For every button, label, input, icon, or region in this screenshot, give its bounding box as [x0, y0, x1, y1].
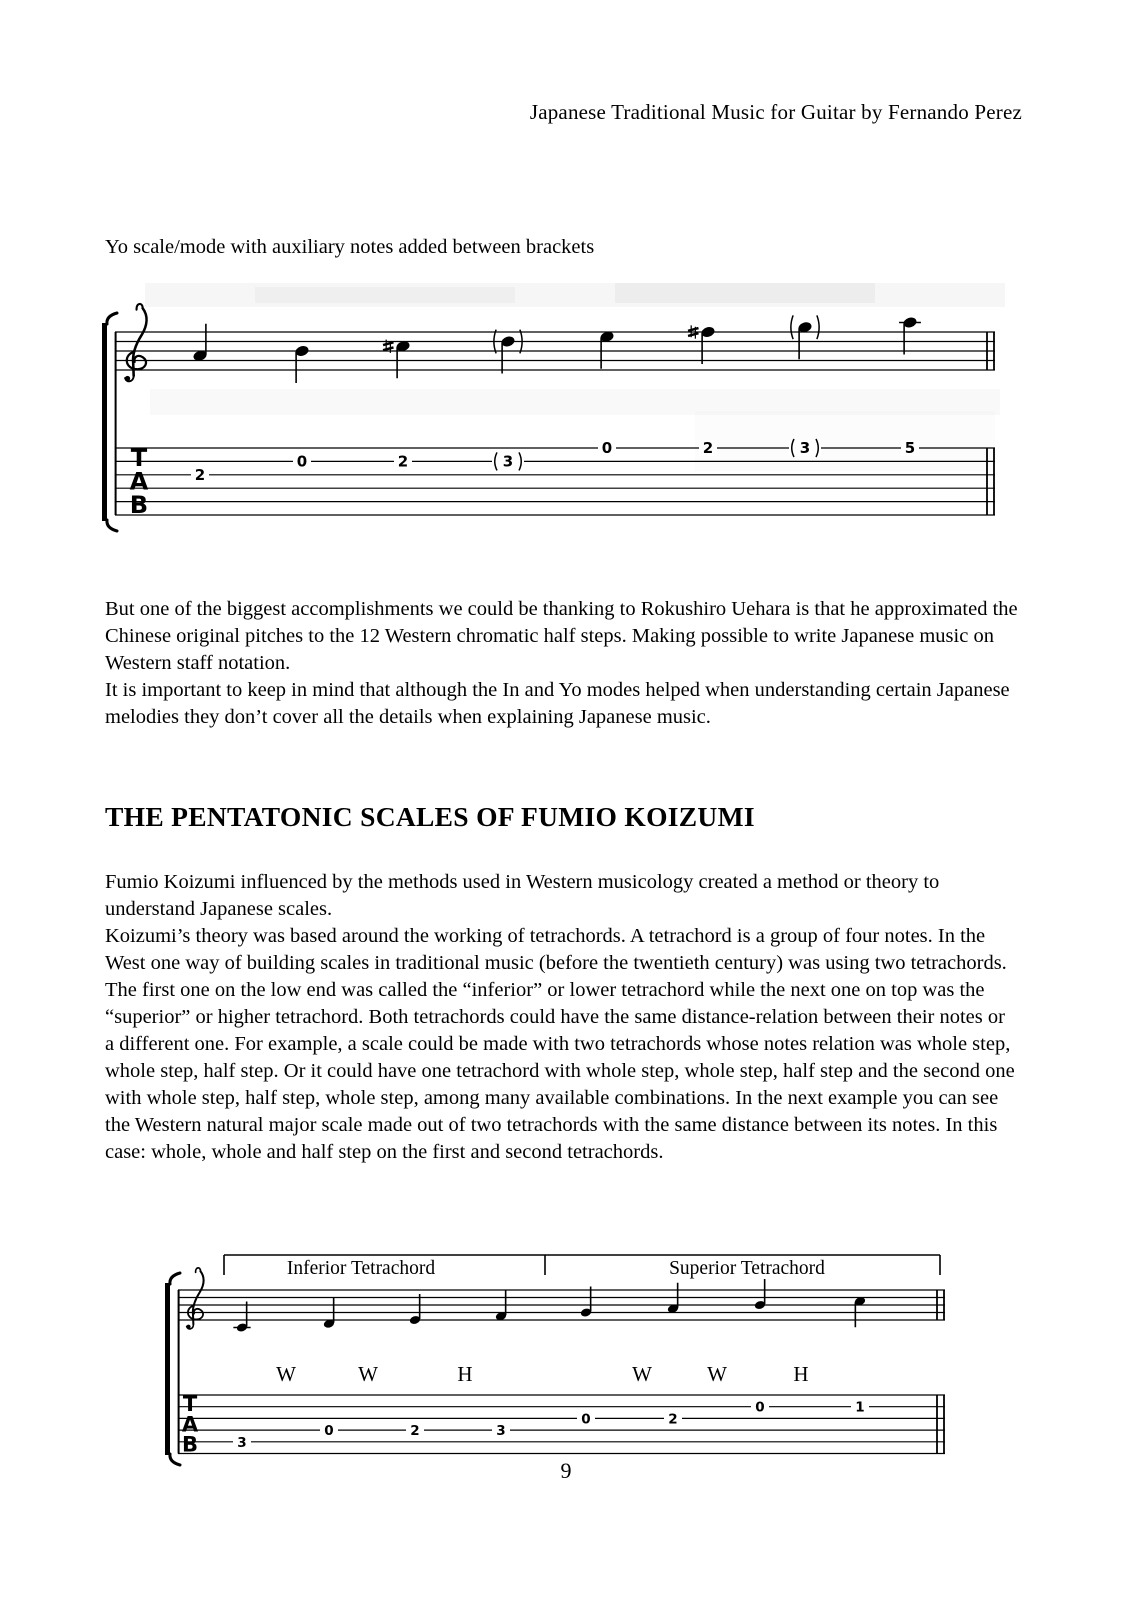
note — [233, 1302, 250, 1333]
tab-fret-number — [751, 1399, 769, 1416]
svg-text:2: 2 — [668, 1411, 678, 1428]
note — [854, 1296, 866, 1327]
svg-text:0: 0 — [581, 1411, 591, 1428]
staff-lines — [115, 332, 995, 370]
tab-fret-number — [293, 452, 311, 470]
svg-text:B: B — [129, 490, 149, 519]
note — [688, 325, 716, 364]
tab-fret-number — [233, 1434, 251, 1451]
tab-fret-number — [191, 466, 209, 484]
tab-fret-number — [492, 452, 524, 470]
whole-half-step-labels — [276, 1362, 809, 1386]
tab-fret-number — [789, 439, 821, 457]
note — [791, 315, 819, 359]
staff-lines — [178, 1290, 945, 1320]
tab-fret-number — [406, 1422, 424, 1439]
svg-text:H: H — [457, 1362, 473, 1386]
svg-text:3: 3 — [237, 1434, 247, 1451]
svg-text:2: 2 — [397, 452, 409, 471]
section-heading: THE PENTATONIC SCALES OF FUMIO KOIZUMI — [105, 801, 755, 832]
scan-noise — [255, 287, 515, 303]
svg-text:A: A — [181, 1411, 199, 1437]
scan-noise — [615, 283, 875, 303]
svg-text:Superior Tetrachord: Superior Tetrachord — [669, 1258, 825, 1279]
svg-text:T: T — [182, 1390, 198, 1416]
music-example-yo-scale — [95, 283, 1005, 535]
paragraph: Fumio Koizumi influenced by the methods used in Western musicology created a method or theory to understand Japanese scales. — [105, 871, 940, 920]
tab-fret-number — [901, 439, 919, 457]
svg-text:3: 3 — [496, 1423, 506, 1440]
svg-text:0: 0 — [755, 1399, 765, 1416]
note — [580, 1287, 592, 1318]
body-text-block — [105, 596, 1019, 731]
tab-fret-number — [320, 1422, 338, 1439]
svg-text:B: B — [181, 1431, 199, 1457]
tab-fret-number — [664, 1410, 682, 1427]
svg-text:W: W — [358, 1362, 378, 1386]
note — [294, 344, 310, 383]
tab-clef-letters — [130, 444, 149, 519]
body-text-block — [105, 869, 1019, 1166]
tab-fret-number — [851, 1399, 869, 1416]
note — [899, 316, 921, 355]
svg-text:W: W — [707, 1362, 727, 1386]
note — [383, 340, 411, 379]
svg-text:Inferior Tetrachord: Inferior Tetrachord — [286, 1258, 436, 1279]
svg-text:T: T — [130, 444, 148, 473]
svg-text:3: 3 — [502, 452, 514, 471]
tab-clef-letters — [182, 1391, 199, 1457]
tab-fret-number — [577, 1410, 595, 1427]
tab-fret-number — [492, 1422, 510, 1439]
tab-fret-number — [598, 439, 616, 457]
svg-text:W: W — [632, 1362, 652, 1386]
music-example-major-scale-tetrachords — [160, 1232, 960, 1472]
paragraph: But one of the biggest accomplishments we could be thanking to Rokushiro Uehara is that he approximated the Chinese original pitches to the 12 Western chromatic half steps. Making possible to write Japanese music on Western staff notation. — [105, 598, 1018, 674]
tetrachord-brackets — [224, 1255, 940, 1279]
note — [495, 1290, 507, 1321]
svg-text:H: H — [793, 1362, 809, 1386]
running-header: Japanese Traditional Music for Guitar by Fernando Perez — [529, 100, 1022, 124]
scan-noise — [695, 411, 995, 471]
svg-text:2: 2 — [410, 1423, 420, 1440]
svg-text:0: 0 — [324, 1423, 334, 1440]
note — [754, 1279, 766, 1310]
paragraph: It is important to keep in mind that although the In and Yo modes helped when understanding certain Japanese melodies they don’t cover all the details when explaining Japanese music. — [105, 679, 1010, 728]
svg-text:A: A — [129, 467, 149, 496]
note — [667, 1283, 679, 1314]
svg-text:2: 2 — [702, 439, 714, 457]
svg-text:1: 1 — [855, 1399, 865, 1416]
tab-staff-lines — [178, 1395, 945, 1454]
tab-fret-number — [394, 452, 412, 470]
paragraph: Koizumi’s theory was based around the working of tetrachords. A tetrachord is a group of four notes. In the West one way of building scales in traditional music (before the twentieth century) was using two tetrachords. The first one on the low end was called the “inferior” or lower tetrachord while the next one on top was the “superior” or higher tetrachord. Both tetrachords could have the same distance-relation between their notes or a different one. For example, a scale could be made with two tetrachords whose notes relation was whole step, whole step, half step. Or it could have one tetrachord with whole step, whole step, half step and the second one with whole step, half step, whole step, among many available combinations. In the next example you can see the Western natural major scale made out of two tetrachords with the same distance between its notes. In this case: whole, whole and half step on the first and second tetrachords. — [105, 925, 1015, 1163]
note — [599, 330, 615, 369]
svg-text:2: 2 — [194, 465, 206, 484]
example-caption: Yo scale/mode with auxiliary notes added between brackets — [105, 236, 595, 258]
note — [409, 1294, 421, 1325]
note — [323, 1298, 335, 1329]
tab-fret-number — [699, 439, 717, 457]
svg-text:5: 5 — [904, 439, 916, 457]
svg-text:3: 3 — [799, 439, 811, 457]
svg-text:W: W — [276, 1362, 296, 1386]
svg-text:0: 0 — [601, 439, 613, 457]
page-number: 9 — [560, 1458, 572, 1483]
svg-text:0: 0 — [296, 452, 308, 471]
note — [192, 324, 208, 363]
